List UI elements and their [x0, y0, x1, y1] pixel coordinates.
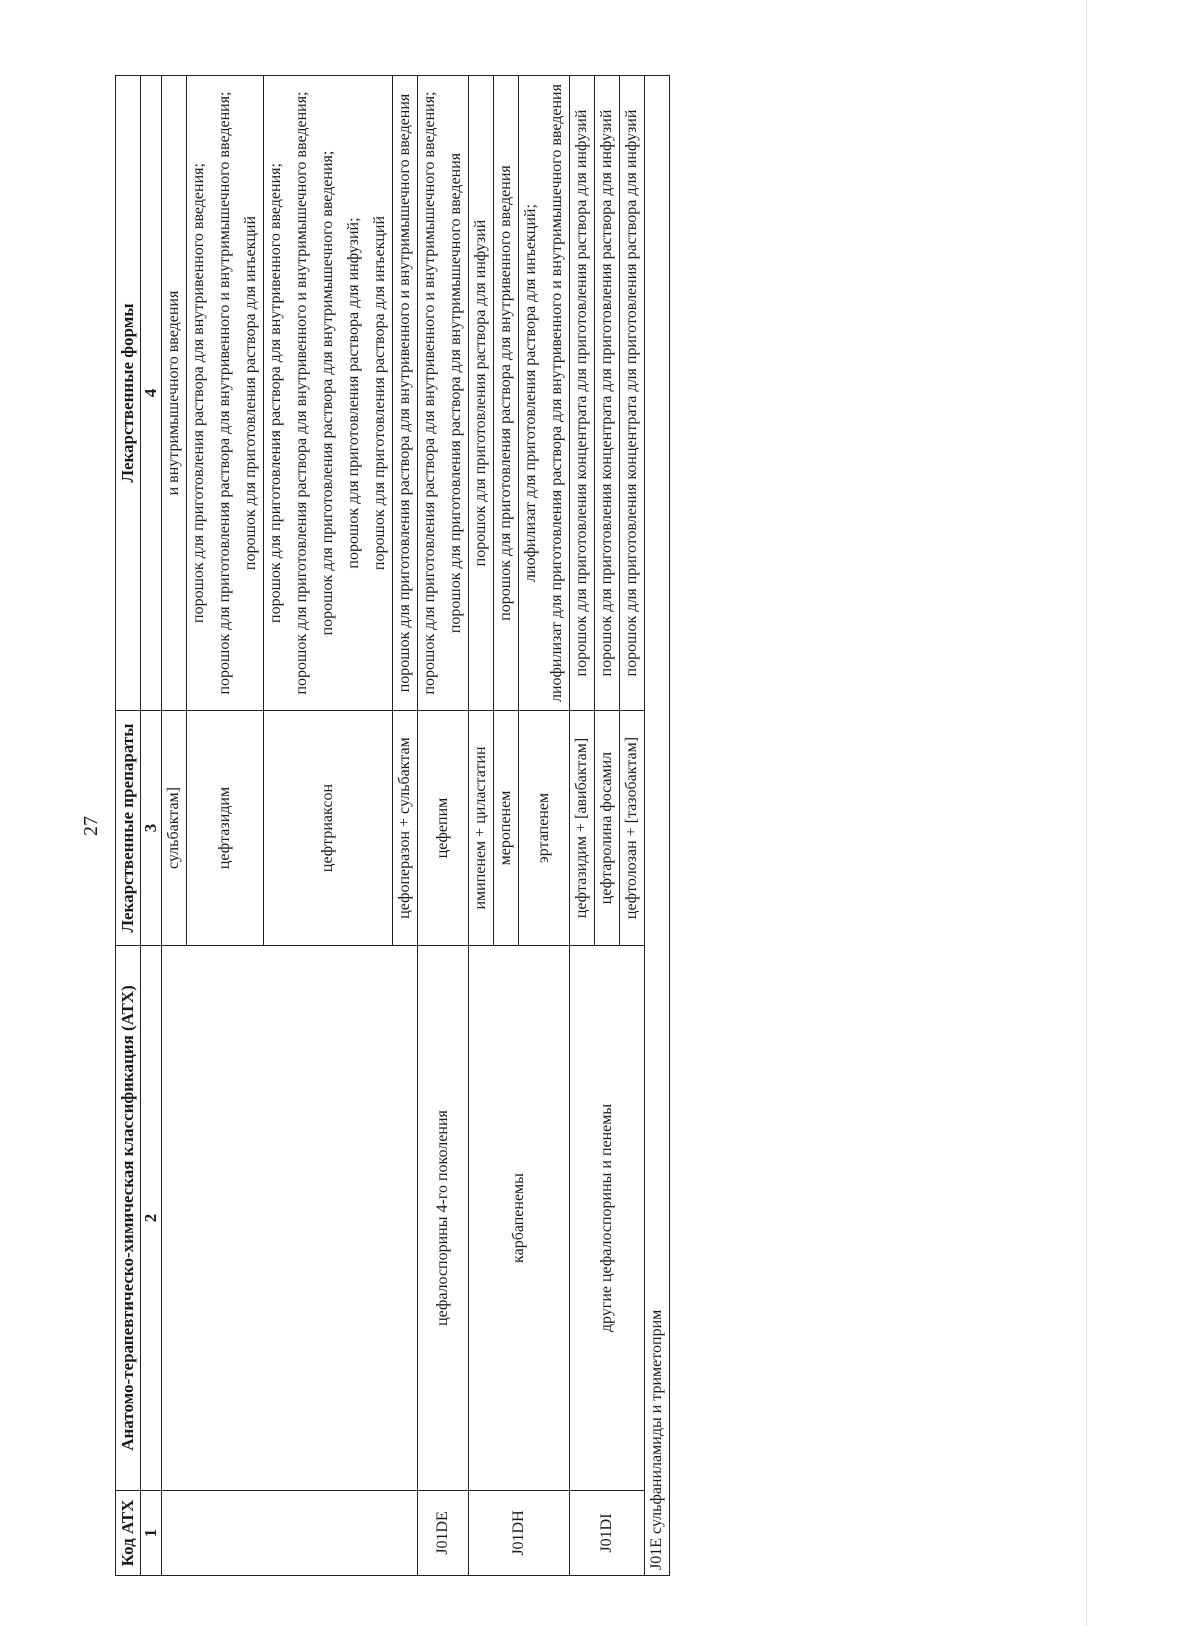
drug-cell: цефепим	[418, 711, 469, 946]
form-item: порошок для приготовления раствора для внутривенного и внутримышечного введения;	[421, 91, 438, 695]
column-number: 1	[141, 1491, 162, 1576]
forms-cell	[595, 76, 620, 711]
atc-cell: другие цефалоспорины и пенемы	[570, 946, 645, 1491]
code-cell: J01DH	[469, 1491, 570, 1576]
drug-cell: эртапенем	[519, 711, 570, 946]
page-number: 27	[80, 816, 102, 836]
header-atc: Анатомо-терапевтическо-химическая классификация (АТХ)	[116, 946, 141, 1491]
forms-cell	[519, 76, 570, 711]
drug-cell: цефтолозан + [тазобактам]	[620, 711, 645, 946]
code-cell: J01DE	[418, 1491, 469, 1576]
drug-table	[115, 75, 670, 1576]
forms-cell	[570, 76, 595, 711]
drug-cell: имипенем + циластатин	[469, 711, 494, 946]
forms-cell	[187, 76, 264, 711]
drug-cell: сульбактам]	[162, 711, 187, 946]
atc-cell: цефалоспорины 4-го поколения	[418, 946, 469, 1491]
section-row	[645, 76, 670, 1576]
column-number: 3	[141, 711, 162, 946]
section-title: J01E сульфаниламиды и триметоприм	[645, 76, 670, 1576]
drug-cell: меропенем	[494, 711, 519, 946]
form-item: лиофилизат для приготовления раствора для инъекций;	[522, 204, 539, 582]
forms-cell	[494, 76, 519, 711]
forms-cell	[162, 76, 187, 711]
code-cell	[162, 1491, 418, 1576]
table-row	[570, 76, 595, 1576]
form-item: порошок для приготовления концентрата для приготовления раствора для инфузий	[623, 109, 640, 677]
forms-cell	[620, 76, 645, 711]
table-row	[418, 76, 469, 1576]
header-row	[116, 76, 141, 1576]
form-item: лиофилизат для приготовления раствора для внутривенного и внутримышечного введения	[548, 84, 565, 702]
form-item: порошок для приготовления раствора для внутривенного введения;	[190, 163, 207, 623]
atc-cell: карбапенемы	[469, 946, 570, 1491]
header-forms: Лекарственные формы	[116, 76, 141, 711]
form-item: порошок для приготовления раствора для внутривенного и внутримышечного введения	[396, 93, 413, 693]
table-row	[162, 76, 187, 1576]
forms-cell	[393, 76, 418, 711]
form-item: порошок для приготовления раствора для инфузий	[472, 219, 489, 567]
table-row	[469, 76, 494, 1576]
atc-cell	[162, 946, 418, 1491]
form-item: порошок для приготовления раствора для внутривенного введения;	[267, 163, 284, 623]
forms-cell	[418, 76, 469, 711]
drug-cell: цефтазидим + [авибактам]	[570, 711, 595, 946]
drug-cell: цефтаролина фосамил	[595, 711, 620, 946]
form-item: и внутримышечного введения	[165, 290, 182, 496]
scan-edge	[1086, 0, 1087, 1626]
form-item: порошок для приготовления раствора для внутривенного и внутримышечного введения;	[216, 91, 233, 695]
form-item: порошок для приготовления раствора для инъекций	[371, 215, 388, 571]
forms-cell	[264, 76, 393, 711]
column-number-row	[141, 76, 162, 1576]
code-cell: J01DI	[570, 1491, 645, 1576]
drug-cell: цефоперазон + сульбактам	[393, 711, 418, 946]
form-item: порошок для приготовления раствора для инъекций	[242, 215, 259, 571]
drug-cell: цефтазидим	[187, 711, 264, 946]
form-item: порошок для приготовления раствора для внутримышечного введения;	[319, 150, 336, 636]
form-item: порошок для приготовления раствора для внутримышечного введения	[447, 152, 464, 634]
rotated-page	[60, 76, 980, 1576]
form-item: порошок для приготовления концентрата для приготовления раствора для инфузий	[598, 109, 615, 677]
column-number: 2	[141, 946, 162, 1491]
form-item: порошок для приготовления раствора для инфузий;	[345, 217, 362, 569]
drug-cell: цефтриаксон	[264, 711, 393, 946]
form-item: порошок для приготовления раствора для внутривенного и внутримышечного введения;	[293, 91, 310, 695]
forms-cell	[469, 76, 494, 711]
header-drugs: Лекарственные препараты	[116, 711, 141, 946]
form-item: порошок для приготовления раствора для внутривенного введения	[497, 165, 514, 621]
column-number: 4	[141, 76, 162, 711]
header-code: Код АТХ	[116, 1491, 141, 1576]
form-item: порошок для приготовления концентрата для приготовления раствора для инфузий	[573, 109, 590, 677]
